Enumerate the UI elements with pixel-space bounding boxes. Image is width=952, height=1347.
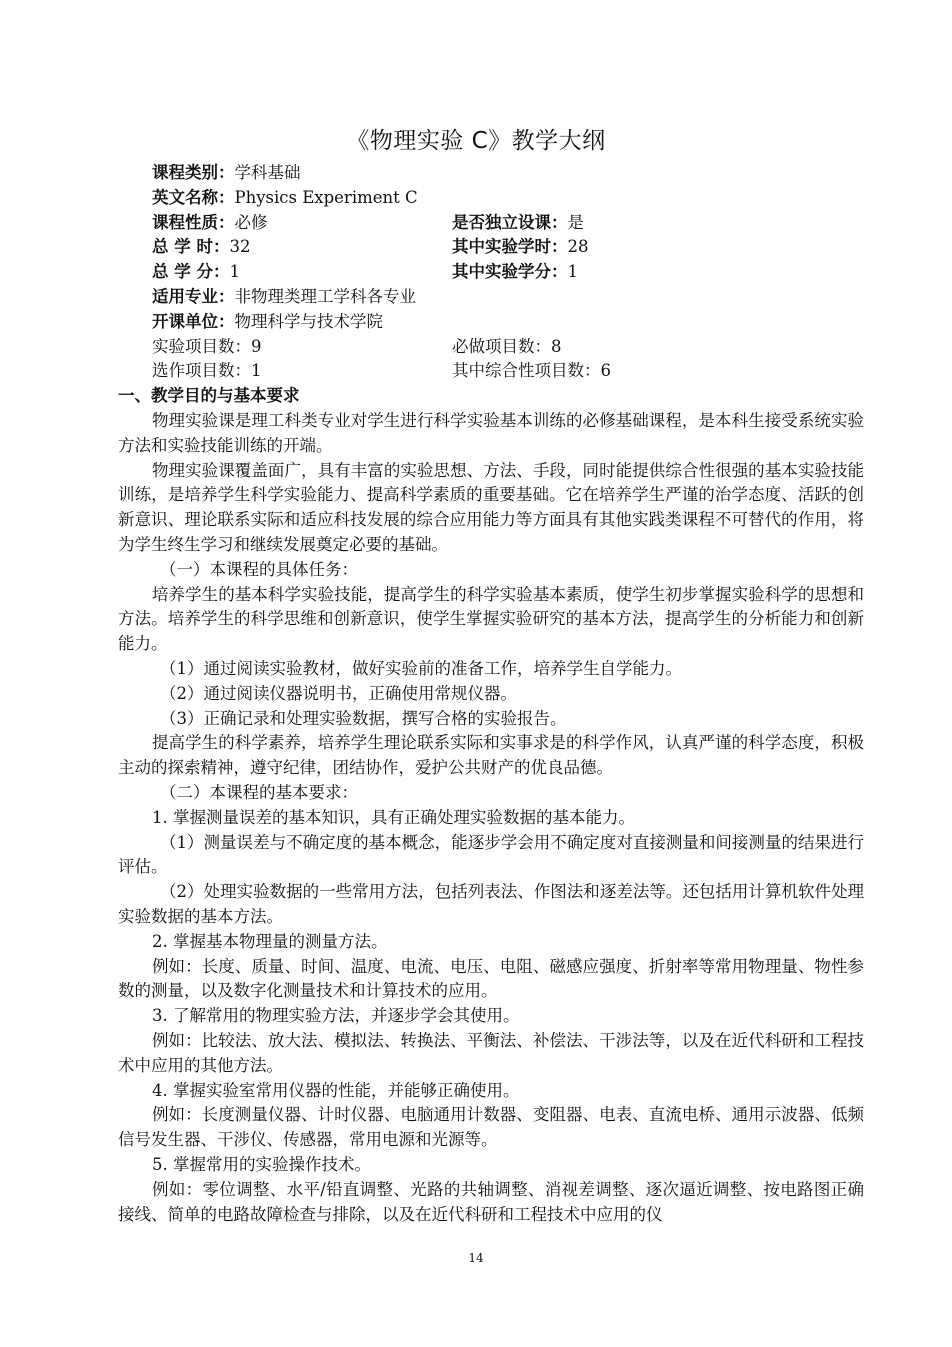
info-row-unit xyxy=(152,310,611,335)
section-body xyxy=(118,409,864,1227)
info-row-majors xyxy=(152,285,611,310)
total-credits-label: 总 学 分： xyxy=(152,262,230,282)
category-value: 学科基础 xyxy=(234,163,301,182)
comprehensive-projects-count: 其中综合性项目数：6 xyxy=(452,361,611,381)
lab-hours-label: 其中实验学时： xyxy=(452,237,568,257)
list-item: （3）正确记录和处理实验数据，撰写合格的实验报告。 xyxy=(160,708,567,728)
list-item: （2）通过阅读仪器说明书，正确使用常规仪器。 xyxy=(160,683,517,703)
lab-hours-value: 28 xyxy=(567,237,589,257)
projects-count: 实验项目数：9 xyxy=(152,336,262,356)
info-row-credits xyxy=(152,260,611,285)
info-row-hours xyxy=(152,235,611,260)
page-number: 14 xyxy=(468,1251,484,1265)
paragraph: 例如：长度测量仪器、计时仪器、电脑通用计数器、变阻器、电表、直流电桥、通用示波器、低频信号发生器、干涉仪、传感器，常用电源和光源等。 xyxy=(118,1105,864,1150)
english-name-label: 英文名称： xyxy=(152,187,235,207)
list-item: 3. 了解常用的物理实验方法，并逐步学会其使用。 xyxy=(152,1006,520,1026)
nature-label: 课程性质： xyxy=(152,212,235,232)
list-item: （1）测量误差与不确定度的基本概念，能逐步学会用不确定度对直接测量和间接测量的结果进行评估。 xyxy=(118,832,864,877)
majors-value: 非物理类理工学科各专业 xyxy=(234,286,416,306)
info-row-optional xyxy=(152,359,611,384)
subsection-heading: （二）本课程的基本要求： xyxy=(160,782,358,802)
unit-value: 物理科学与技术学院 xyxy=(234,311,383,331)
paragraph: 例如：比较法、放大法、模拟法、转换法、平衡法、补偿法、干涉法等，以及在近代科研和工程技术中应用的其他方法。 xyxy=(118,1030,864,1075)
optional-projects-count: 选作项目数：1 xyxy=(152,361,262,381)
paragraph: 物理实验课是理工科类专业对学生进行科学实验基本训练的必修基础课程，是本科生接受系统实验方法和实验技能训练的开端。 xyxy=(118,411,864,455)
independent-label: 是否独立设课： xyxy=(452,212,568,232)
unit-label: 开课单位： xyxy=(152,311,235,331)
total-hours-value: 32 xyxy=(229,237,251,257)
section-heading: 一、教学目的与基本要求 xyxy=(118,386,300,405)
info-row-english-name xyxy=(152,186,611,211)
document-title: 《物理实验 C》教学大纲 xyxy=(346,128,606,154)
category-label: 课程类别： xyxy=(152,163,235,182)
info-row-projects xyxy=(152,335,611,360)
majors-label: 适用专业： xyxy=(152,286,235,306)
list-item: （1）通过阅读实验教材，做好实验前的准备工作，培养学生自学能力。 xyxy=(160,658,682,678)
course-info xyxy=(152,161,611,384)
subsection-heading: （一）本课程的具体任务： xyxy=(160,559,358,579)
paragraph: 例如：零位调整、水平/铅直调整、光路的共轴调整、消视差调整、逐次逼近调整、按电路图正确接线、简单的电路故障检查与排除，以及在近代科研和工程技术中应用的仪 xyxy=(118,1179,864,1224)
paragraph: 提高学生的科学素养，培养学生理论联系实际和实事求是的科学作风，认真严谨的科学态度，积极主动的探索精神，遵守纪律，团结协作，爱护公共财产的优良品德。 xyxy=(118,733,864,778)
paragraph: 培养学生的基本科学实验技能，提高学生的科学实验基本素质，使学生初步掌握实验科学的思想和方法。培养学生的科学思维和创新意识，使学生掌握实验研究的基本方法，提高学生的分析能力和创新能力。 xyxy=(118,584,864,654)
list-item: 5. 掌握常用的实验操作技术。 xyxy=(152,1154,371,1174)
list-item: 1. 掌握测量误差的基本知识，具有正确处理实验数据的基本能力。 xyxy=(152,807,635,827)
english-name-value: Physics Experiment C xyxy=(234,187,418,207)
independent-value: 是 xyxy=(567,212,584,232)
paragraph: 物理实验课覆盖面广，具有丰富的实验思想、方法、手段，同时能提供综合性很强的基本实验技能训练，是培养学生科学实验能力、提高科学素质的重要基础。它在培养学生严谨的治学态度、活跃的创新意识、理论联系实际和适应科技发展的综合应用能力等方面具有其他实践类课程不可替代的作用，将为学生终生学习和继续发展奠定必要的基础。 xyxy=(118,460,864,554)
list-item: 2. 掌握基本物理量的测量方法。 xyxy=(152,931,388,951)
nature-value: 必修 xyxy=(234,212,268,232)
info-row-nature xyxy=(152,211,611,236)
total-hours-label: 总 学 时： xyxy=(152,237,230,257)
list-item: 4. 掌握实验室常用仪器的性能，并能够正确使用。 xyxy=(152,1080,520,1100)
total-credits-value: 1 xyxy=(229,262,240,282)
lab-credits-label: 其中实验学分： xyxy=(452,262,568,282)
info-row-category xyxy=(152,161,611,186)
list-item: （2）处理实验数据的一些常用方法，包括列表法、作图法和逐差法等。还包括用计算机软件处理实验数据的基本方法。 xyxy=(118,882,864,926)
lab-credits-value: 1 xyxy=(567,262,578,282)
paragraph: 例如：长度、质量、时间、温度、电流、电压、电阻、磁感应强度、折射率等常用物理量、物性参数的测量，以及数字化测量技术和计算技术的应用。 xyxy=(118,956,864,1001)
required-projects-count: 必做项目数：8 xyxy=(452,336,562,356)
